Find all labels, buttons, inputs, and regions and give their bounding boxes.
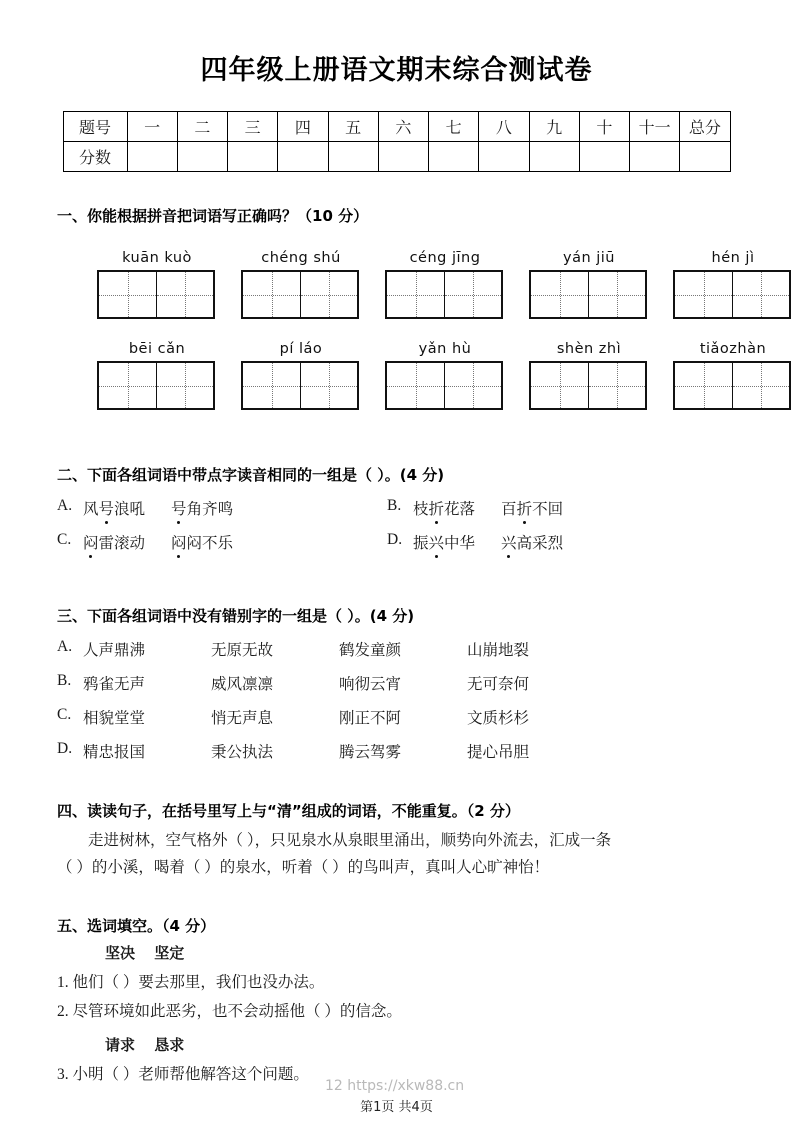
question-5-item-1[interactable]: 1. 他们（ ）要去那里，我们也没办法。 bbox=[57, 974, 325, 991]
tianzi-cell[interactable] bbox=[675, 272, 732, 317]
pinyin-grid-block bbox=[97, 250, 793, 410]
question-4-line-2[interactable]: （ ）的小溪，喝着（ ）的泉水，听着（ ）的鸟叫声，真叫人心旷神怡！ bbox=[57, 859, 550, 877]
choice-word: 人声鼎沸 bbox=[83, 642, 146, 659]
choice-word: 山崩地裂 bbox=[467, 642, 530, 659]
tianzi-cell[interactable] bbox=[243, 363, 300, 408]
dotted-char: 闷 bbox=[83, 531, 99, 553]
choice-word: 刚正不阿 bbox=[339, 710, 402, 727]
pinyin-text-7: pí láo bbox=[279, 341, 323, 357]
score-table-col-5: 五 bbox=[328, 112, 378, 142]
question-4-heading: 四、读读句子，在括号里写上与“清”组成的词语，不能重复。（2 分） bbox=[57, 802, 520, 820]
question-3-choice-B[interactable] bbox=[57, 672, 747, 694]
score-cell-6[interactable] bbox=[378, 142, 428, 172]
score-cell-total[interactable] bbox=[680, 142, 730, 172]
page-footer: 第1页 共4页 bbox=[360, 1100, 433, 1115]
score-cell-1[interactable] bbox=[127, 142, 177, 172]
score-table-col-9: 九 bbox=[529, 112, 579, 142]
question-3-choice-D[interactable] bbox=[57, 740, 747, 762]
tianzi-grid-10[interactable] bbox=[673, 361, 791, 410]
choice-word: 精忠报国 bbox=[83, 744, 146, 761]
question-3-choice-C[interactable] bbox=[57, 706, 747, 728]
score-cell-3[interactable] bbox=[228, 142, 278, 172]
dotted-char: 兴 bbox=[429, 531, 445, 553]
question-3-heading: 三、下面各组词语中没有错别字的一组是（ ）。(4 分) bbox=[57, 607, 415, 625]
choice-letter: A. bbox=[57, 497, 73, 514]
choice-words bbox=[83, 740, 529, 762]
score-table-wrapper bbox=[63, 111, 731, 172]
pinyin-item-4 bbox=[529, 250, 649, 319]
pinyin-text-1: kuān kuò bbox=[122, 250, 192, 266]
choice-word bbox=[413, 497, 475, 519]
tianzi-cell[interactable] bbox=[99, 363, 156, 408]
tianzi-cell[interactable] bbox=[588, 272, 645, 317]
table-row-scores bbox=[63, 142, 730, 172]
pinyin-row-2 bbox=[97, 341, 793, 410]
tianzi-cell[interactable] bbox=[156, 272, 213, 317]
tianzi-cell[interactable] bbox=[588, 363, 645, 408]
choice-word: 无可奈何 bbox=[467, 676, 530, 693]
question-1-heading: 一、你能根据拼音把词语写正确吗？（10 分） bbox=[57, 207, 369, 225]
tianzi-cell[interactable] bbox=[387, 272, 444, 317]
question-5-item-3[interactable]: 3. 小明（ ）老师帮他解答这个问题。 bbox=[57, 1066, 309, 1084]
pinyin-item-3 bbox=[385, 250, 505, 319]
watermark: 12 https://xkw88.cn bbox=[325, 1078, 465, 1094]
choice-words bbox=[413, 497, 563, 519]
choice-word bbox=[501, 497, 563, 519]
score-cell-2[interactable] bbox=[177, 142, 227, 172]
word-pre: 风 bbox=[83, 501, 99, 518]
word-post: 花落 bbox=[444, 501, 476, 518]
choice-word: 提心吊胆 bbox=[467, 744, 530, 761]
tianzi-grid-3[interactable] bbox=[385, 270, 503, 319]
choice-words bbox=[83, 672, 529, 694]
question-4 bbox=[57, 800, 757, 881]
pinyin-item-9 bbox=[529, 341, 649, 410]
question-1-body bbox=[57, 240, 793, 410]
score-table-col-8: 八 bbox=[479, 112, 529, 142]
score-cell-9[interactable] bbox=[529, 142, 579, 172]
score-table-col-3: 三 bbox=[228, 112, 278, 142]
choice-word: 悄无声息 bbox=[211, 710, 274, 727]
table-row-header bbox=[63, 112, 730, 142]
score-table-row-label-score: 分数 bbox=[63, 142, 127, 172]
choice-word bbox=[83, 497, 145, 519]
question-3 bbox=[57, 605, 747, 762]
tianzi-cell[interactable] bbox=[99, 272, 156, 317]
choice-word bbox=[501, 531, 563, 553]
dotted-char: 折 bbox=[429, 497, 445, 519]
choice-word bbox=[171, 497, 233, 519]
pinyin-row-1 bbox=[97, 250, 793, 319]
score-cell-10[interactable] bbox=[579, 142, 629, 172]
question-3-choice-A[interactable] bbox=[57, 638, 747, 660]
score-cell-7[interactable] bbox=[429, 142, 479, 172]
pinyin-item-2 bbox=[241, 250, 361, 319]
choice-word: 响彻云宵 bbox=[339, 676, 402, 693]
pinyin-item-6 bbox=[97, 341, 217, 410]
word-post: 不回 bbox=[532, 501, 564, 518]
question-1-heading-wrap bbox=[57, 205, 368, 226]
word-post: 浪吼 bbox=[114, 501, 146, 518]
dotted-char: 号 bbox=[99, 497, 115, 519]
word-post: 中华 bbox=[444, 535, 476, 552]
tianzi-cell[interactable] bbox=[300, 363, 357, 408]
choice-A[interactable] bbox=[57, 497, 387, 519]
tianzi-cell[interactable] bbox=[444, 363, 501, 408]
choice-D[interactable] bbox=[387, 531, 563, 553]
tianzi-grid-7[interactable] bbox=[241, 361, 359, 410]
score-table-col-6: 六 bbox=[378, 112, 428, 142]
tianzi-cell[interactable] bbox=[243, 272, 300, 317]
question-5-item-2[interactable]: 2. 尽管环境如此恶劣，也不会动摇他（ ）的信念。 bbox=[57, 1002, 402, 1020]
score-cell-8[interactable] bbox=[479, 142, 529, 172]
word-post: 闷不乐 bbox=[186, 535, 234, 552]
pinyin-item-10 bbox=[673, 341, 793, 410]
choice-words bbox=[83, 531, 233, 553]
pinyin-item-5 bbox=[673, 250, 793, 319]
pinyin-item-1 bbox=[97, 250, 217, 319]
tianzi-grid-9[interactable] bbox=[529, 361, 647, 410]
choice-B[interactable] bbox=[387, 497, 563, 519]
score-table-col-2: 二 bbox=[177, 112, 227, 142]
question-2-choice-row-1 bbox=[57, 497, 747, 519]
pinyin-text-6: bēi cǎn bbox=[128, 341, 186, 357]
score-table bbox=[63, 111, 731, 172]
word-post: 雷滚动 bbox=[98, 535, 146, 552]
choice-word: 腾云驾雾 bbox=[339, 744, 402, 761]
word-bank-item: 恳求 bbox=[154, 1036, 185, 1055]
question-2-choice-row-2 bbox=[57, 531, 747, 553]
choice-words bbox=[83, 706, 529, 728]
tianzi-cell[interactable] bbox=[531, 363, 588, 408]
score-table-col-1: 一 bbox=[127, 112, 177, 142]
pinyin-text-4: yán jiū bbox=[562, 250, 615, 266]
choice-word: 鹤发童颜 bbox=[339, 642, 402, 659]
question-4-line-1[interactable]: 走进树林，空气格外（ ），只见泉水从泉眼里涌出，顺势向外流去，汇成一条 bbox=[88, 832, 612, 849]
choice-words bbox=[413, 531, 563, 553]
pinyin-item-8 bbox=[385, 341, 505, 410]
pinyin-item-7 bbox=[241, 341, 361, 410]
tianzi-cell[interactable] bbox=[156, 363, 213, 408]
pinyin-text-2: chéng shú bbox=[261, 250, 341, 266]
score-table-row-label-number: 题号 bbox=[63, 112, 127, 142]
question-5-heading: 五、选词填空。（4 分） bbox=[57, 917, 216, 935]
choice-word bbox=[413, 531, 475, 553]
choice-word: 威风凛凛 bbox=[211, 676, 274, 693]
dotted-char: 折 bbox=[517, 497, 533, 519]
choice-letter: A. bbox=[57, 638, 73, 655]
word-bank-item: 坚决 bbox=[105, 944, 136, 962]
tianzi-cell[interactable] bbox=[531, 272, 588, 317]
choice-word: 秉公执法 bbox=[211, 744, 274, 761]
word-pre: 枝 bbox=[413, 501, 429, 518]
choice-word bbox=[83, 531, 145, 553]
choice-letter: B. bbox=[387, 497, 402, 514]
tianzi-cell[interactable] bbox=[732, 272, 789, 317]
choice-letter: C. bbox=[57, 706, 72, 723]
choice-C[interactable] bbox=[57, 531, 387, 553]
score-cell-4[interactable] bbox=[278, 142, 328, 172]
tianzi-cell[interactable] bbox=[675, 363, 732, 408]
dotted-char: 闷 bbox=[171, 531, 187, 553]
choice-word: 文质杉杉 bbox=[467, 710, 530, 727]
choice-words bbox=[83, 497, 233, 519]
score-table-col-total: 总分 bbox=[680, 112, 730, 142]
dotted-char: 兴 bbox=[501, 531, 517, 553]
question-5 bbox=[57, 915, 757, 1090]
dotted-char: 号 bbox=[171, 497, 187, 519]
tianzi-cell[interactable] bbox=[732, 363, 789, 408]
word-bank-2 bbox=[105, 1034, 757, 1055]
tianzi-grid-6[interactable] bbox=[97, 361, 215, 410]
word-pre: 百 bbox=[501, 501, 517, 518]
tianzi-grid-5[interactable] bbox=[673, 270, 791, 319]
score-table-col-11: 十一 bbox=[630, 112, 680, 142]
choice-letter: C. bbox=[57, 531, 72, 548]
choice-letter: B. bbox=[57, 672, 72, 689]
score-table-col-10: 十 bbox=[579, 112, 629, 142]
tianzi-cell[interactable] bbox=[300, 272, 357, 317]
choice-word: 鸦雀无声 bbox=[83, 676, 146, 693]
choice-letter: D. bbox=[387, 531, 403, 548]
score-table-col-7: 七 bbox=[429, 112, 479, 142]
tianzi-cell[interactable] bbox=[444, 272, 501, 317]
tianzi-grid-2[interactable] bbox=[241, 270, 359, 319]
score-cell-11[interactable] bbox=[630, 142, 680, 172]
choice-word: 无原无故 bbox=[211, 642, 274, 659]
pinyin-text-8: yǎn hù bbox=[418, 341, 472, 357]
question-2-heading: 二、下面各组词语中带点字读音相同的一组是（ ）。(4 分) bbox=[57, 466, 445, 484]
tianzi-grid-4[interactable] bbox=[529, 270, 647, 319]
page-title: 四年级上册语文期末综合测试卷 bbox=[200, 55, 593, 86]
word-bank-item: 坚定 bbox=[154, 944, 185, 962]
pinyin-text-9: shèn zhì bbox=[556, 341, 622, 357]
pinyin-text-10: tiǎozhàn bbox=[699, 341, 767, 357]
choice-word bbox=[171, 531, 233, 553]
score-table-col-4: 四 bbox=[278, 112, 328, 142]
tianzi-grid-8[interactable] bbox=[385, 361, 503, 410]
score-cell-5[interactable] bbox=[328, 142, 378, 172]
word-bank-item: 请求 bbox=[105, 1036, 136, 1055]
pinyin-text-5: hén jì bbox=[711, 250, 755, 266]
word-bank-1 bbox=[105, 942, 757, 963]
tianzi-grid-1[interactable] bbox=[97, 270, 215, 319]
choice-word: 相貌堂堂 bbox=[83, 710, 146, 727]
tianzi-cell[interactable] bbox=[387, 363, 444, 408]
choice-words bbox=[83, 638, 529, 660]
word-post: 角齐鸣 bbox=[186, 501, 234, 518]
word-post: 高采烈 bbox=[516, 535, 564, 552]
choice-letter: D. bbox=[57, 740, 73, 757]
word-pre: 振 bbox=[413, 535, 429, 552]
question-2 bbox=[57, 464, 747, 553]
pinyin-text-3: céng jīng bbox=[409, 250, 481, 266]
